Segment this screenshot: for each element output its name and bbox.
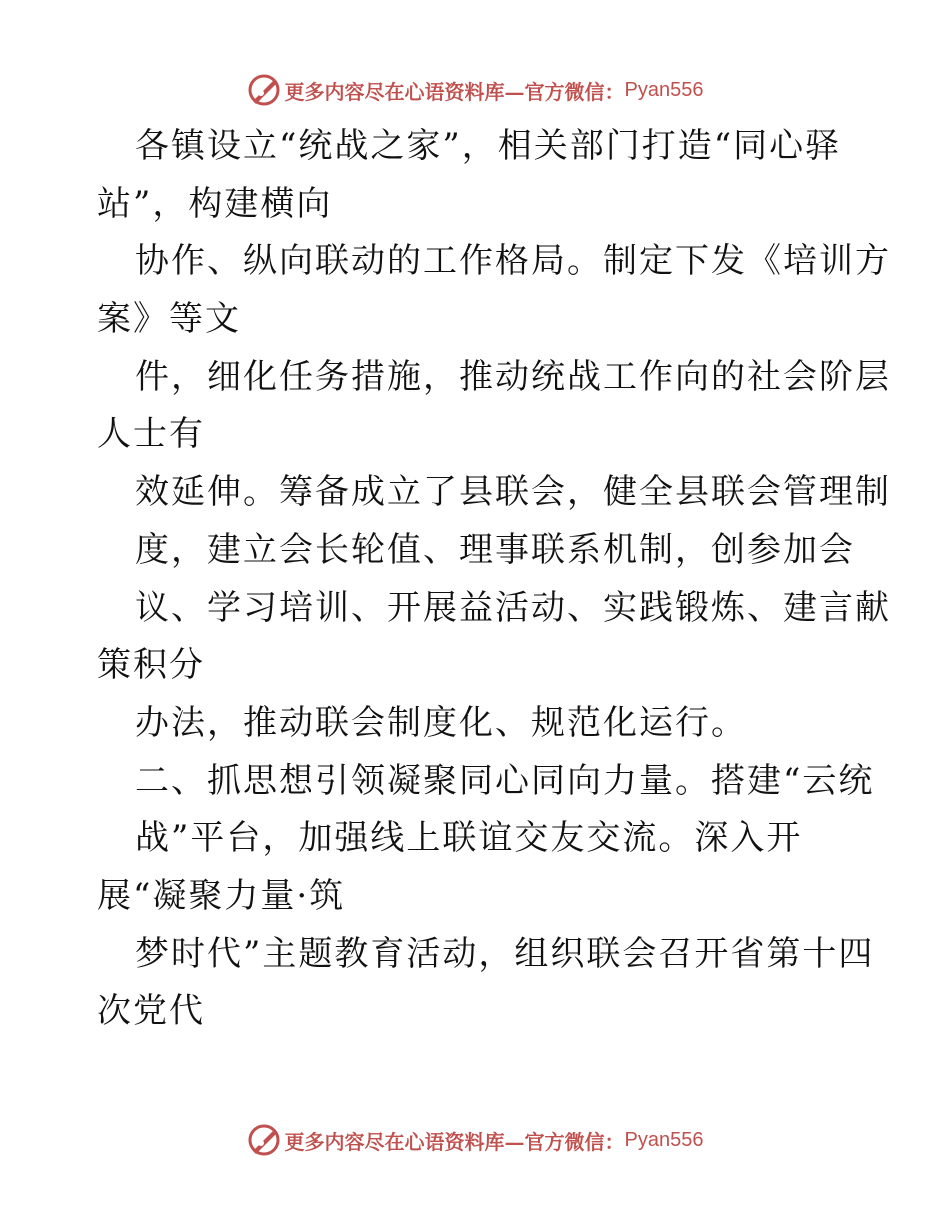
pen-logo-icon	[247, 73, 281, 107]
body-line: 案》等文	[97, 299, 241, 340]
body-line: 各镇设立“统战之家”，相关部门打造“同心驿	[135, 126, 842, 166]
body-line: 人士有	[97, 414, 205, 455]
footer-banner	[0, 1120, 950, 1160]
header-banner-text: 更多内容尽在心语资料库—官方微信：	[284, 79, 625, 104]
document-body	[97, 118, 891, 1041]
header-banner	[0, 70, 950, 110]
body-line: 议、学习培训、开展益活动、实践锻炼、建言献	[135, 587, 891, 628]
body-line: 策积分	[97, 645, 205, 686]
body-line: 办法，推动联会制度化、规范化运行。	[135, 702, 747, 743]
body-line: 件，细化任务措施，推动统战工作向的社会阶层	[135, 356, 891, 397]
footer-wechat-id: Pyan556	[624, 1128, 704, 1151]
body-line: 度，建立会长轮值、理事联系机制，创参加会	[135, 529, 855, 570]
body-line: 二、抓思想引领凝聚同心同向力量。搭建“云统	[135, 760, 875, 801]
footer-banner-text: 更多内容尽在心语资料库—官方微信：	[284, 1129, 625, 1154]
body-line: 战”平台，加强线上联谊交友交流。深入开	[135, 818, 803, 859]
body-line: 协作、纵向联动的工作格局。制定下发《培训方	[135, 241, 891, 282]
pen-logo-icon	[247, 1123, 281, 1157]
body-line: 站”，构建横向	[97, 183, 333, 224]
body-line: 展“凝聚力量·筑	[97, 875, 346, 916]
header-wechat-id: Pyan556	[624, 78, 704, 101]
body-line: 梦时代”主题教育活动，组织联会召开省第十四	[135, 933, 875, 974]
body-line: 次党代	[97, 991, 205, 1032]
body-line: 效延伸。筹备成立了县联会，健全县联会管理制	[135, 472, 891, 513]
